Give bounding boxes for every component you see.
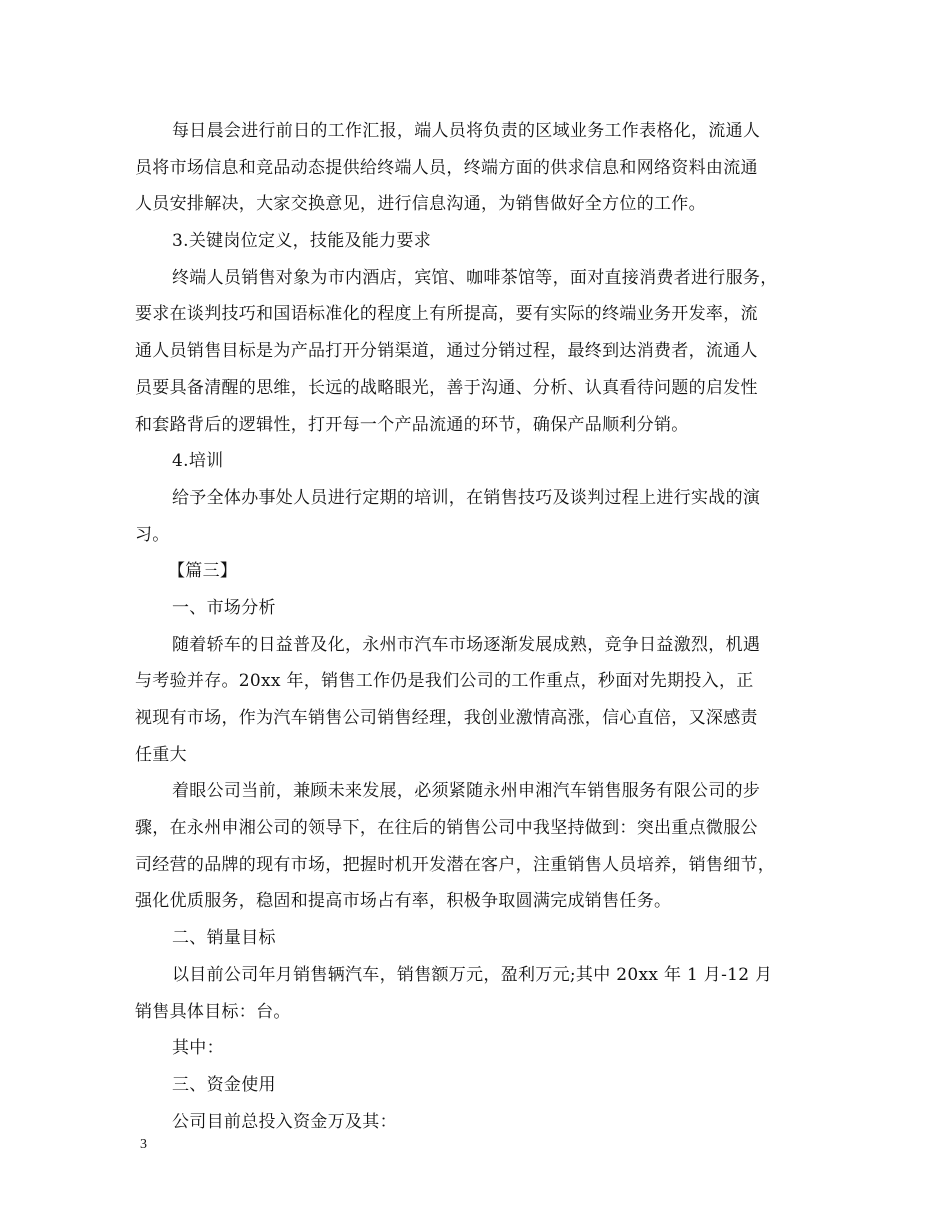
text-line: 给予全体办事处人员进行定期的培训，在销售技巧及谈判过程上进行实战的演	[172, 487, 761, 508]
text-line: 三、资金使用	[172, 1074, 276, 1095]
text-line: 和套路背后的逻辑性，打开每一个产品流通的环节，确保产品顺利分销。	[135, 414, 689, 435]
page-number: 3	[140, 1137, 147, 1152]
text-line: 习。	[135, 524, 170, 545]
text-line: 员将市场信息和竞品动态提供给终端人员，终端方面的供求信息和网络资料由流通	[135, 157, 758, 178]
text-line: 销售具体目标：台。	[135, 1001, 291, 1022]
text-line: 着眼公司当前，兼顾未来发展，必须紧随永州申湘汽车销售服务有限公司的步	[172, 781, 761, 802]
text-line: 3.关键岗位定义，技能及能力要求	[172, 231, 432, 252]
text-line: 司经营的品牌的现有市场，把握时机开发潜在客户，注重销售人员培养，销售细节，	[135, 854, 776, 875]
text-line: 【篇三】	[168, 561, 238, 582]
text-line: 随着轿车的日益普及化，永州市汽车市场逐渐发展成熟，竞争日益激烈，机遇	[172, 634, 761, 655]
text-line: 其中：	[172, 1038, 224, 1059]
text-line: 通人员销售目标是为产品打开分销渠道，通过分销过程，最终到达消费者，流通人	[135, 341, 758, 362]
text-line: 二、销量目标	[172, 928, 276, 949]
text-line: 公司目前总投入资金万及其：	[172, 1111, 397, 1132]
text-line: 骤，在永州申湘公司的领导下，在往后的销售公司中我坚持做到：突出重点微服公	[135, 818, 758, 839]
text-line: 要求在谈判技巧和国语标准化的程度上有所提高，要有实际的终端业务开发率，流	[135, 304, 758, 325]
text-line: 以目前公司年月销售辆汽车，销售额万元，盈利万元;其中 20xx 年 1 月-12 月	[172, 964, 773, 985]
text-line: 与考验并存。20xx 年，销售工作仍是我们公司的工作重点，秒面对先期投入，正	[135, 671, 754, 692]
text-line: 强化优质服务，稳固和提高市场占有率，积极争取圆满完成销售任务。	[135, 891, 672, 912]
text-line: 人员安排解决，大家交换意见，进行信息沟通，为销售做好全方位的工作。	[135, 194, 706, 215]
text-line: 4.培训	[172, 451, 224, 472]
text-line: 一、市场分析	[172, 597, 276, 618]
text-line: 任重大	[135, 744, 187, 765]
text-line: 员要具备清醒的思维，长远的战略眼光，善于沟通、分析、认真看待问题的启发性	[135, 377, 758, 398]
text-line: 终端人员销售对象为市内酒店，宾馆、咖啡茶馆等，面对直接消费者进行服务，	[172, 267, 778, 288]
text-line: 每日晨会进行前日的工作汇报，端人员将负责的区域业务工作表格化，流通人	[172, 121, 761, 141]
document-body	[135, 113, 835, 1140]
text-line: 视现有市场，作为汽车销售公司销售经理，我创业激情高涨，信心直倍，又深感责	[135, 708, 758, 728]
